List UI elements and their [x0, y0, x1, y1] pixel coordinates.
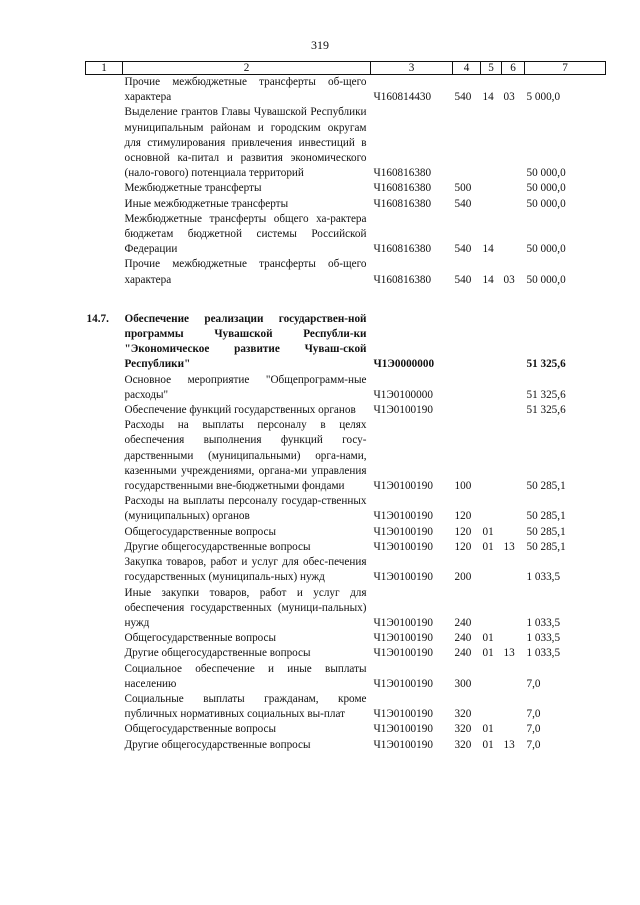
target-article-code-cell: Ч1Э0100190	[373, 510, 433, 523]
target-article-code-cell: Ч1Э0100190	[373, 632, 433, 645]
table-row	[86, 494, 606, 524]
expense-type-code-cell: 200	[454, 571, 472, 584]
item-number-cell	[86, 403, 123, 418]
amount-cell: 50 000,0	[526, 197, 566, 210]
column-header: 6	[502, 62, 525, 75]
table-row	[86, 540, 606, 555]
expense-type-code-cell: 300	[454, 677, 472, 690]
amount-cell: 7,0	[526, 723, 541, 736]
expense-name-cell: Межбюджетные трансферты	[124, 182, 262, 195]
amount-cell: 50 000,0	[526, 273, 566, 286]
item-number-cell	[86, 555, 123, 585]
target-article-code-cell: Ч1Э0100190	[373, 480, 433, 493]
expense-type-code-cell	[453, 105, 481, 181]
table-row	[86, 586, 606, 632]
amount-cell: 1 033,5	[526, 647, 561, 660]
expense-name-cell: Межбюджетные трансферты общего ха-рактера бюджетам бюджетной системы Российской Федерации	[124, 212, 367, 256]
amount-cell: 51 325,6	[526, 358, 566, 371]
expense-type-code-cell	[453, 373, 481, 403]
item-number-cell	[86, 181, 123, 196]
table-row	[86, 373, 606, 403]
expense-name-cell: Общегосударственные вопросы	[124, 723, 277, 736]
subsection-code-cell	[502, 418, 525, 494]
item-number-cell: 14.7.	[86, 312, 109, 325]
target-article-code-cell: Ч160816380	[373, 182, 432, 195]
item-number-cell	[86, 525, 123, 540]
expense-type-code-cell: 240	[454, 647, 472, 660]
expense-type-code-cell: 240	[454, 616, 472, 629]
section-code-cell	[481, 105, 502, 181]
table-row	[86, 403, 606, 418]
item-number-cell	[86, 494, 123, 524]
table-row	[86, 181, 606, 196]
target-article-code-cell: Ч1Э0100190	[373, 677, 433, 690]
target-article-code-cell: Ч1Э0000000	[373, 358, 435, 371]
item-number-cell	[86, 586, 123, 632]
expense-name-cell: Расходы на выплаты персоналу государ-ственных (муниципальных) органов	[124, 495, 367, 523]
section-row	[86, 312, 606, 373]
subsection-code-cell	[502, 494, 525, 524]
expense-type-code-cell: 540	[454, 91, 472, 104]
section-code-cell: 14	[482, 243, 494, 256]
subsection-code-cell: 13	[503, 540, 515, 553]
amount-cell: 50 000,0	[526, 243, 566, 256]
column-header: 3	[371, 62, 453, 75]
subsection-code-cell	[502, 525, 525, 540]
amount-cell: 7,0	[526, 677, 541, 690]
expense-type-code-cell: 320	[454, 708, 472, 721]
table-row	[86, 722, 606, 737]
item-number-cell	[86, 738, 123, 753]
section-code-cell	[481, 586, 502, 632]
subsection-code-cell: 03	[503, 91, 515, 104]
budget-table	[85, 61, 606, 753]
column-header: 5	[481, 62, 502, 75]
section-code-cell	[481, 662, 502, 692]
expense-name-cell: Другие общегосударственные вопросы	[124, 647, 311, 660]
amount-cell: 50 285,1	[526, 510, 566, 523]
subsection-code-cell	[502, 631, 525, 646]
expense-type-code-cell: 100	[454, 480, 472, 493]
subsection-code-cell	[502, 105, 525, 181]
expense-name-cell: Социальное обеспечение и иные выплаты населению	[124, 662, 367, 690]
table-row	[86, 525, 606, 540]
subsection-code-cell	[502, 312, 525, 373]
amount-cell: 1 033,5	[526, 616, 561, 629]
amount-cell: 5 000,0	[526, 91, 561, 104]
amount-cell: 7,0	[526, 738, 541, 751]
target-article-code-cell: Ч1Э0100190	[373, 708, 433, 721]
expense-name-cell: Основное мероприятие "Общепрограмм-ные расходы"	[124, 373, 367, 401]
subsection-code-cell	[502, 692, 525, 722]
item-number-cell	[86, 105, 123, 181]
section-code-cell: 14	[482, 273, 494, 286]
item-number-cell	[86, 646, 123, 661]
expense-type-code-cell: 240	[454, 632, 472, 645]
expense-type-code-cell: 500	[454, 182, 472, 195]
expense-name-cell: Другие общегосударственные вопросы	[124, 540, 311, 553]
expense-name-cell: Выделение грантов Главы Чувашской Республики муниципальным районам и городским округам для стимулирования привлечения инвестиций в основной ка-питал и развития экономического (нало-гового) потенциала территорий	[124, 106, 367, 180]
item-number-cell	[86, 631, 123, 646]
item-number-cell	[86, 212, 123, 258]
target-article-code-cell: Ч1Э0100190	[373, 404, 433, 417]
item-number-cell	[86, 722, 123, 737]
target-article-code-cell: Ч160816380	[373, 243, 432, 256]
expense-type-code-cell	[453, 403, 481, 418]
subsection-code-cell: 03	[503, 273, 515, 286]
item-number-cell	[86, 197, 123, 212]
amount-cell: 50 000,0	[526, 167, 566, 180]
column-header: 1	[86, 62, 123, 75]
column-header: 2	[123, 62, 371, 75]
item-number-cell	[86, 662, 123, 692]
target-article-code-cell: Ч1Э0100190	[373, 616, 433, 629]
expense-name-cell: Прочие межбюджетные трансферты об-щего характера	[124, 76, 367, 104]
table-row	[86, 555, 606, 585]
expense-name-cell: Общегосударственные вопросы	[124, 632, 277, 645]
item-number-cell	[86, 75, 123, 106]
expense-type-code-cell: 540	[454, 273, 472, 286]
target-article-code-cell: Ч160816380	[373, 273, 432, 286]
target-article-code-cell: Ч1Э0100190	[373, 540, 433, 553]
expense-name-cell: Прочие межбюджетные трансферты об-щего характера	[124, 258, 367, 286]
amount-cell: 50 285,1	[526, 525, 566, 538]
target-article-code-cell: Ч1Э0100190	[373, 723, 433, 736]
section-code-cell: 01	[482, 647, 494, 660]
table-body	[86, 75, 606, 753]
page-number: 319	[311, 38, 329, 52]
target-article-code-cell: Ч160814430	[373, 91, 432, 104]
table-row	[86, 418, 606, 494]
expense-type-code-cell: 320	[454, 738, 472, 751]
item-number-cell	[86, 418, 123, 494]
table-row	[86, 75, 606, 106]
table-row	[86, 212, 606, 258]
target-article-code-cell: Ч1Э0100000	[373, 388, 433, 401]
amount-cell: 50 285,1	[526, 480, 566, 493]
amount-cell: 50 000,0	[526, 182, 566, 195]
item-number-cell	[86, 257, 123, 287]
amount-cell: 50 285,1	[526, 540, 566, 553]
table-row	[86, 646, 606, 661]
table-row	[86, 197, 606, 212]
item-number-cell	[86, 540, 123, 555]
amount-cell: 51 325,6	[526, 388, 566, 401]
section-code-cell	[481, 403, 502, 418]
section-code-cell	[481, 692, 502, 722]
expense-name-cell: Социальные выплаты гражданам, кроме публичных нормативных социальных вы-плат	[124, 692, 367, 721]
section-code-cell	[481, 494, 502, 524]
table-row	[86, 662, 606, 692]
expense-type-code-cell: 120	[454, 525, 472, 538]
target-article-code-cell: Ч1Э0100190	[373, 525, 433, 538]
table-row	[86, 631, 606, 646]
expense-name-cell: Обеспечение реализации государствен-ной программы Чувашской Республи-ки "Экономическое развитие Чуваш-ской Республики"	[124, 312, 367, 371]
column-number-header	[86, 62, 606, 75]
column-header: 7	[525, 62, 606, 75]
subsection-code-cell: 13	[503, 738, 515, 751]
amount-cell: 1 033,5	[526, 571, 561, 584]
subsection-code-cell	[502, 197, 525, 212]
subsection-code-cell	[502, 586, 525, 632]
section-code-cell: 01	[482, 540, 494, 553]
expense-name-cell: Общегосударственные вопросы	[124, 525, 277, 538]
section-code-cell	[481, 373, 502, 403]
section-code-cell: 14	[482, 91, 494, 104]
item-number-cell	[86, 373, 123, 403]
expense-type-code-cell: 120	[454, 510, 472, 523]
subsection-code-cell	[502, 555, 525, 585]
subsection-code-cell	[502, 722, 525, 737]
target-article-code-cell: Ч1Э0100190	[373, 738, 433, 751]
subsection-code-cell	[502, 403, 525, 418]
amount-cell: 51 325,6	[526, 404, 566, 417]
spacer-cell	[86, 288, 606, 312]
table-row	[86, 738, 606, 753]
target-article-code-cell: Ч160816380	[373, 197, 432, 210]
section-code-cell	[481, 418, 502, 494]
target-article-code-cell: Ч1Э0100190	[373, 647, 433, 660]
section-code-cell: 01	[482, 723, 494, 736]
expense-type-code-cell: 320	[454, 723, 472, 736]
expense-name-cell: Закупка товаров, работ и услуг для обес-печения государственных (муниципаль-ных) нужд	[124, 556, 367, 584]
expense-name-cell: Другие общегосударственные вопросы	[124, 738, 311, 751]
section-code-cell	[481, 197, 502, 212]
amount-cell: 1 033,5	[526, 632, 561, 645]
target-article-code-cell: Ч160816380	[373, 167, 432, 180]
item-number-cell	[86, 692, 123, 722]
section-code-cell	[481, 555, 502, 585]
expense-name-cell: Иные закупки товаров, работ и услуг для обеспечения государственных (муници-пальных) нужд	[124, 586, 367, 629]
section-code-cell: 01	[482, 525, 494, 538]
expense-name-cell: Иные межбюджетные трансферты	[124, 197, 289, 210]
section-code-cell	[481, 181, 502, 196]
expense-name-cell: Расходы на выплаты персоналу в целях обеспечения выполнения функций госу-дарственными (муниципальными) орга-нами, казенными учреждениями, органа-ми управления государственными вне-бюджетными фондами	[124, 419, 367, 493]
subsection-code-cell	[502, 662, 525, 692]
amount-cell: 7,0	[526, 708, 541, 721]
table-row	[86, 692, 606, 722]
subsection-code-cell	[502, 373, 525, 403]
column-header: 4	[453, 62, 481, 75]
expense-type-code-cell	[453, 312, 481, 373]
table-row	[86, 257, 606, 287]
expense-name-cell: Обеспечение функций государственных органов	[124, 404, 356, 417]
section-code-cell	[481, 312, 502, 373]
section-code-cell: 01	[482, 632, 494, 645]
table-row	[86, 105, 606, 181]
expense-type-code-cell: 120	[454, 540, 472, 553]
spacer-row	[86, 288, 606, 312]
subsection-code-cell: 13	[503, 647, 515, 660]
section-code-cell: 01	[482, 738, 494, 751]
subsection-code-cell	[502, 212, 525, 258]
subsection-code-cell	[502, 181, 525, 196]
target-article-code-cell: Ч1Э0100190	[373, 571, 433, 584]
expense-type-code-cell: 540	[454, 243, 472, 256]
expense-type-code-cell: 540	[454, 197, 472, 210]
